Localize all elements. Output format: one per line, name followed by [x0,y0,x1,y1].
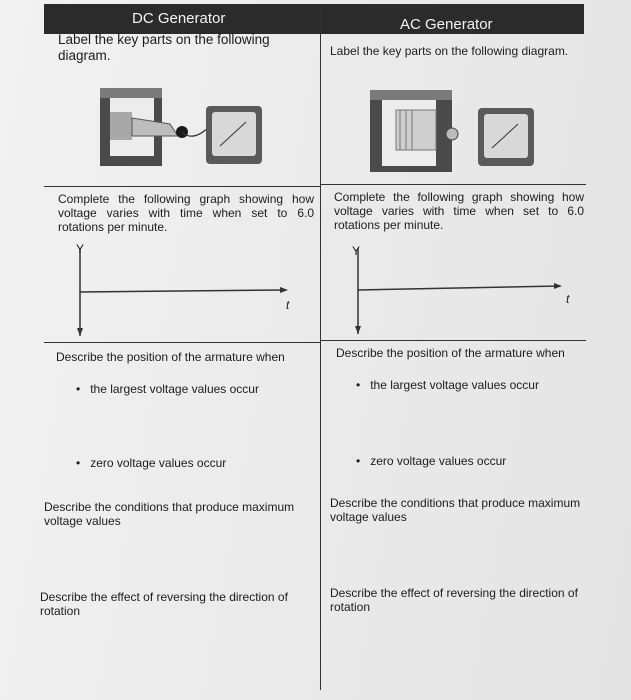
dc-label-prompt: Label the key parts on the following diagram. [58,32,270,63]
dc-graph [60,240,300,340]
ac-row-line-1 [320,184,586,185]
ac-max-conditions: Describe the conditions that produce maximum voltage values [330,496,581,524]
ac-armature-prompt: Describe the position of the armature when [336,346,565,360]
dc-row-line-1 [44,186,320,187]
dc-largest-voltage-item: • the largest voltage values occur [76,382,259,396]
ac-x-axis-label: t [566,292,570,306]
ac-reverse-effect: Describe the effect of reversing the direction of rotation [330,586,578,614]
ac-graph [338,240,578,338]
ac-label-prompt: Label the key parts on the following diagram. [330,44,569,58]
dc-y-axis-label: Y [76,242,85,256]
ac-y-axis-label: Y [352,244,361,258]
dc-x-axis-label: t [286,298,290,312]
dc-max-conditions: Describe the conditions that produce maximum voltage values [44,500,295,528]
ac-row-line-2 [320,340,586,341]
ac-largest-voltage-item: • the largest voltage values occur [356,378,539,392]
dc-generator-diagram [96,84,276,172]
dc-reverse-effect: Describe the effect of reversing the direction of rotation [40,590,288,618]
dc-zero-voltage-item: • zero voltage values occur [76,456,226,470]
ac-zero-voltage-item: • zero voltage values occur [356,454,506,468]
dc-graph-prompt: Complete the following graph showing how voltage varies with time when set to 6.0 rotations per minute. [58,192,314,234]
ac-title: AC Generator [400,16,493,33]
ac-graph-prompt: Complete the following graph showing how voltage varies with time when set to 6.0 rotations per minute. [334,190,584,232]
header-bar [44,4,584,34]
dc-row-line-2 [44,342,320,343]
ac-generator-diagram [366,86,546,178]
dc-title: DC Generator [132,10,226,27]
column-divider [320,4,321,690]
dc-armature-prompt: Describe the position of the armature when [56,350,285,364]
